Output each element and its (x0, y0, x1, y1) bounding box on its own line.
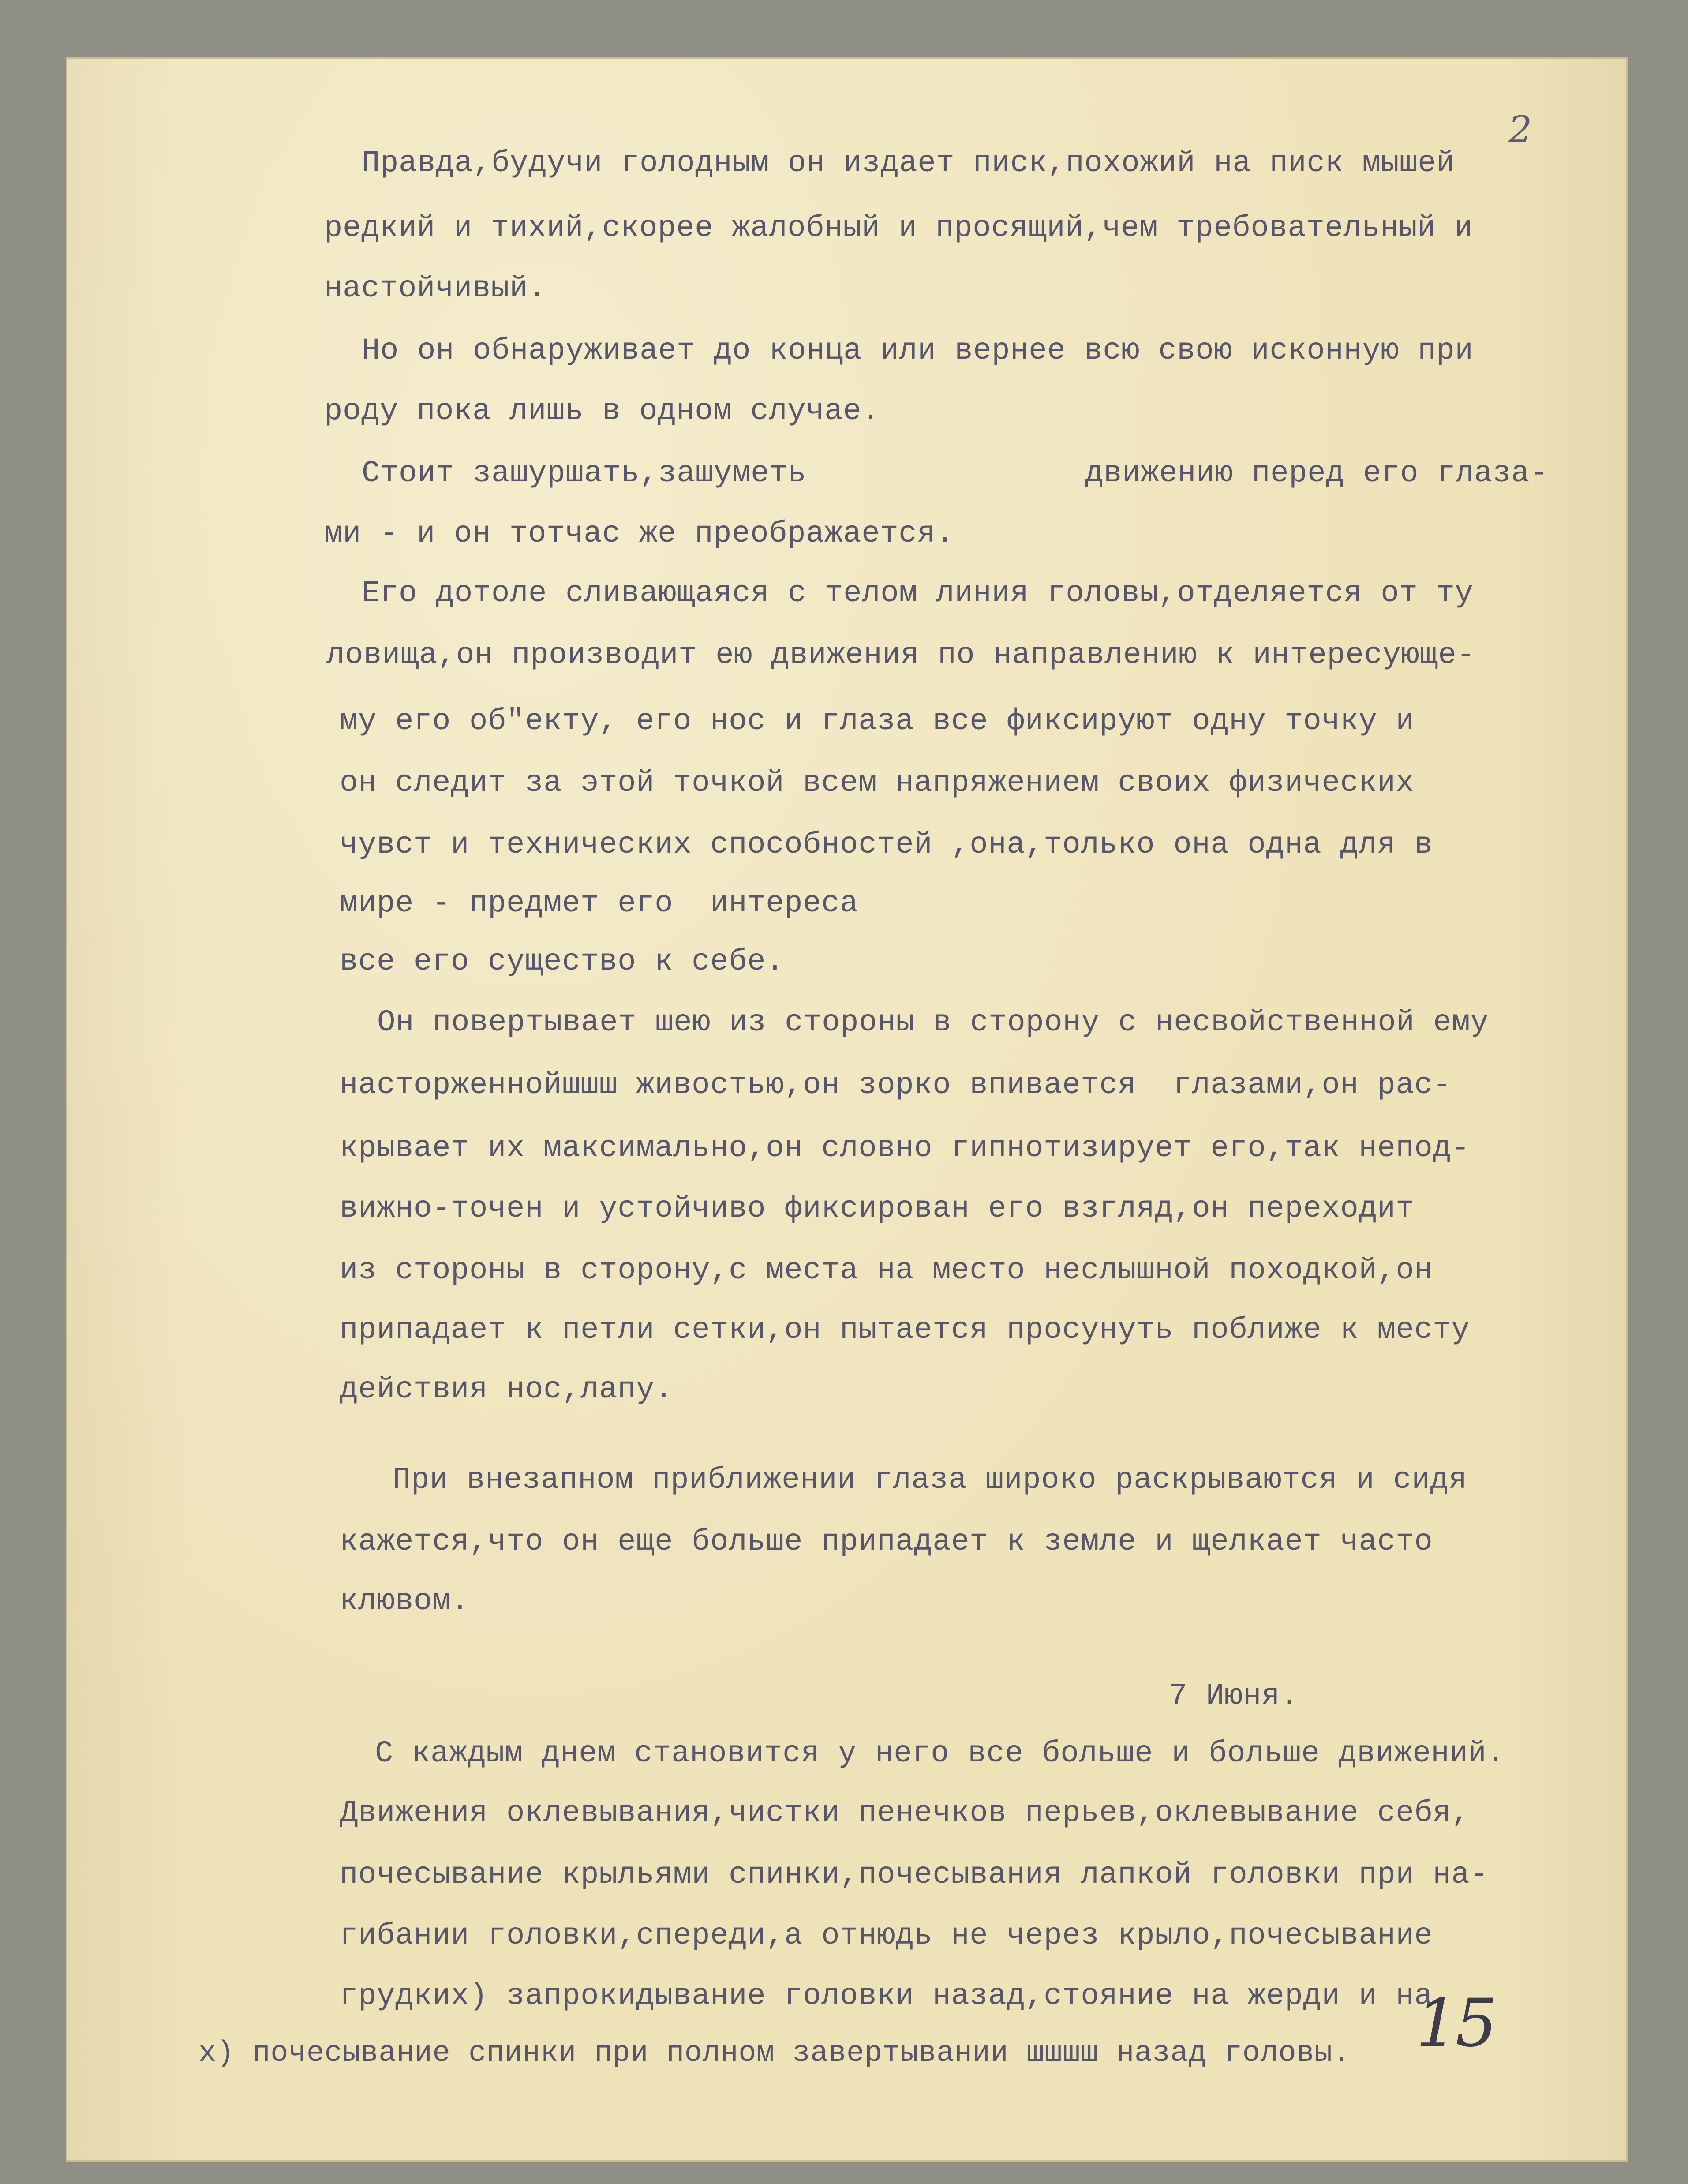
text-line: вижно-точен и устойчиво фиксирован его взгляд,он переходит (340, 1191, 1415, 1226)
text-line: Его дотоле сливающаяся с телом линия головы,отделяется от ту (362, 576, 1474, 611)
page-number: 2 (1508, 108, 1532, 151)
text-line: Правда,будучи голодным он издает писк,похожий на писк мышей (362, 146, 1455, 180)
text-line: С каждым днем становится у него все больше и больше движений. (375, 1736, 1505, 1771)
text-line: му его об"екту, его нос и глаза все фиксируют одну точку и (340, 704, 1415, 738)
document-page (66, 57, 1628, 2162)
text-line: Движения оклевывания,чистки пенечков перьев,оклевывание себя, (340, 1796, 1470, 1830)
text-line: движению перед его глаза- (1085, 456, 1549, 491)
text-line: он следит за этой точкой всем напряжением своих физических (340, 766, 1415, 800)
text-line: из стороны в сторону,с места на место неслышной походкой,он (340, 1253, 1433, 1288)
text-line: роду пока лишь в одном случае. (324, 394, 880, 428)
text-line: действия нос,лапу. (340, 1372, 674, 1407)
text-line: клювом. (340, 1584, 470, 1618)
archive-number: 15 (1416, 1985, 1495, 2062)
text-line: мире - предмет его интереса (340, 886, 859, 921)
text-line: все его существо к себе. (340, 944, 785, 979)
text-line: почесывание крыльями спинки,почесывания лапкой головки при на- (340, 1858, 1489, 1892)
text-line: кажется,что он еще больше припадает к земле и щелкает часто (340, 1525, 1433, 1559)
text-line: крывает их максимально,он словно гипнотизирует его,так непод- (340, 1131, 1470, 1165)
text-line: ловища,он производит ею движения по направлению к интересующе- (326, 638, 1475, 672)
text-line: чувст и технических способностей ,она,только она одна для в (340, 828, 1433, 862)
text-line: настойчивый. (324, 271, 547, 306)
text-line: Он повертывает шею из стороны в сторону с несвойственной ему (377, 1005, 1489, 1040)
text-line: При внезапном приближении глаза широко раскрываются и сидя (393, 1463, 1467, 1497)
text-line: грудких) запрокидывание головки назад,стояние на жерди и на (340, 1979, 1433, 2013)
text-line: Но он обнаруживает до конца или вернее всю свою исконную при (362, 333, 1474, 368)
text-line: редкий и тихий,скорее жалобный и просящий,чем требовательный и (324, 211, 1473, 245)
footnote: х) почесывание спинки при полном завертывании шшшш назад головы. (198, 2037, 1351, 2070)
text-line: припадает к петли сетки,он пытается просунуть поближе к месту (340, 1313, 1470, 1347)
text-line: Стоит зашуршать,зашуметь (362, 456, 807, 491)
text-line: насторженнойшшш живостью,он зорко впивается глазами,он рас- (340, 1068, 1452, 1102)
text-line: гибании головки,спереди,а отнюдь не через крыло,почесывание (340, 1918, 1433, 1953)
date-heading: 7 Июня. (1169, 1679, 1299, 1713)
text-line: ми - и он тотчас же преображается. (324, 517, 954, 551)
